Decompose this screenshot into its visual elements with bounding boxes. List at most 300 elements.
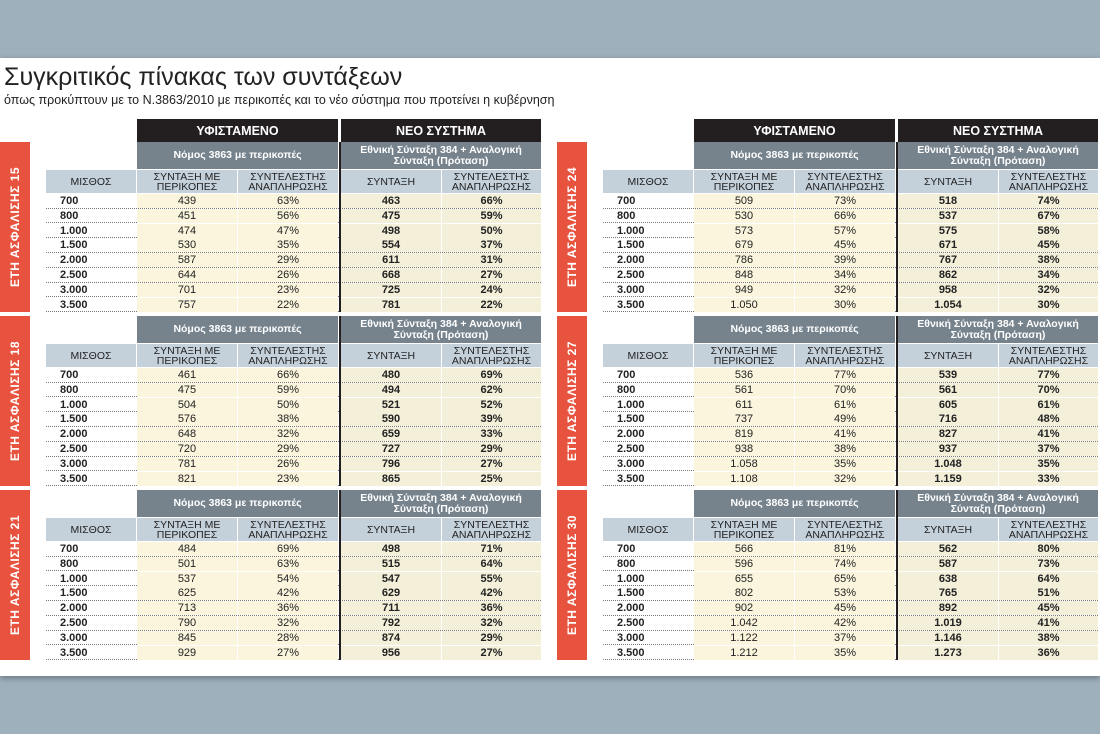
table-row [603, 238, 1098, 253]
replacement-new-cell: 41% [999, 616, 1098, 630]
table-row [46, 383, 541, 398]
salary-cell: 3.000 [60, 283, 88, 296]
pension-table [0, 490, 541, 660]
pension-cell: 792 [341, 616, 441, 630]
table-row [46, 238, 541, 253]
replacement-new-cell: 30% [999, 298, 1098, 312]
replacement-cell: 38% [238, 412, 338, 426]
pension-cell: 521 [341, 398, 441, 412]
table-row [603, 268, 1098, 283]
replacement-cell: 34% [795, 268, 895, 282]
salary-cell: 2.000 [617, 254, 645, 267]
replacement-cell: 37% [795, 631, 895, 645]
replacement-new-cell: 51% [999, 586, 1098, 600]
table-row [603, 442, 1098, 457]
pension-cell: 668 [341, 268, 441, 282]
replacement-new-cell: 27% [442, 457, 541, 471]
pension-cut-cell: 845 [137, 631, 237, 645]
salary-cell: 800 [617, 557, 636, 570]
replacement-new-cell: 29% [442, 631, 541, 645]
pension-cell: 892 [898, 601, 998, 615]
replacement-cell: 42% [238, 586, 338, 600]
salary-cell: 800 [617, 209, 636, 222]
salary-cell: 2.000 [60, 602, 88, 615]
table-row [603, 224, 1098, 239]
salary-cell: 800 [60, 557, 79, 570]
pension-cut-cell: 530 [137, 238, 237, 252]
replacement-new-cell: 38% [999, 253, 1098, 267]
table-row [46, 427, 541, 442]
pension-header: ΣΥΝΤΑΞΗ [898, 170, 998, 193]
salary-cell: 2.000 [617, 428, 645, 441]
salary-cell: 3.000 [617, 457, 645, 470]
pension-cell: 711 [341, 601, 441, 615]
replacement-new-cell: 61% [999, 398, 1098, 412]
existing-header: ΥΦΙΣΤΑΜΕΝΟ [137, 119, 338, 142]
replacement-new-cell: 38% [999, 631, 1098, 645]
law-header: Νόμος 3863 με περικοπές [137, 142, 338, 169]
pension-cut-cell: 484 [137, 542, 237, 556]
pension-cell: 515 [341, 557, 441, 571]
pension-cell: 575 [898, 224, 998, 238]
table-row [46, 586, 541, 601]
pension-cut-cell: 461 [137, 368, 237, 382]
replacement-new-cell: 37% [999, 442, 1098, 456]
table-row [46, 224, 541, 239]
column-separator [339, 142, 341, 312]
salary-cell: 700 [60, 369, 79, 381]
replacement-cell: 23% [238, 283, 338, 297]
replacement-new-cell: 32% [999, 283, 1098, 297]
table-row [46, 646, 541, 661]
pension-table [0, 142, 541, 312]
pension-cell: 537 [898, 209, 998, 223]
pension-cell: 480 [341, 368, 441, 382]
table-row [46, 557, 541, 572]
pension-cut-cell: 757 [137, 298, 237, 312]
column-separator [339, 316, 341, 486]
table-row [46, 268, 541, 283]
salary-cell: 800 [60, 383, 79, 396]
pension-cell: 498 [341, 224, 441, 238]
replacement-new-cell: 64% [999, 572, 1098, 586]
pension-cut-cell: 644 [137, 268, 237, 282]
replacement-cell: 53% [795, 586, 895, 600]
pension-cell: 796 [341, 457, 441, 471]
pension-cell: 767 [898, 253, 998, 267]
table-row [46, 209, 541, 224]
pension-cell: 958 [898, 283, 998, 297]
pension-cell: 518 [898, 194, 998, 208]
salary-cell: 3.500 [60, 646, 88, 659]
table-row [603, 194, 1098, 209]
pension-cell: 475 [341, 209, 441, 223]
table-row [603, 601, 1098, 616]
column-separator [896, 490, 898, 660]
salary-cell: 700 [617, 543, 636, 555]
pension-header: ΣΥΝΤΑΞΗ [341, 170, 441, 193]
salary-cell: 2.500 [60, 443, 88, 455]
replacement-cell: 61% [795, 398, 895, 412]
replacement-cell: 39% [795, 253, 895, 267]
pension-cut-cell: 474 [137, 224, 237, 238]
replacement-cell: 63% [238, 557, 338, 571]
pension-cut-cell: 439 [137, 194, 237, 208]
replacement-cell: 36% [238, 601, 338, 615]
insurance-years-label [0, 142, 30, 312]
table-row [603, 398, 1098, 413]
table-row [603, 209, 1098, 224]
column-separator [339, 490, 341, 660]
replacement-new-cell: 22% [442, 298, 541, 312]
insurance-years-label [557, 316, 587, 486]
table-row [603, 472, 1098, 487]
table-row [46, 398, 541, 413]
pension-cut-header: ΣΥΝΤΑΞΗ ΜΕ ΠΕΡΙΚΟΠΕΣ [694, 518, 794, 541]
table-row [46, 253, 541, 268]
replacement-cell: 50% [238, 398, 338, 412]
replacement-new-cell: 52% [442, 398, 541, 412]
table-row [46, 542, 541, 557]
national-header: Εθνική Σύνταξη 384 + Αναλογική Σύνταξη (Πρόταση) [341, 142, 541, 169]
replacement-header: ΣΥΝΤΕΛΕΣΤΗΣ ΑΝΑΠΛΗΡΩΣΗΣ [795, 344, 895, 367]
pension-cell: 587 [898, 557, 998, 571]
replacement-new-cell: 64% [442, 557, 541, 571]
replacement-new-cell: 33% [442, 427, 541, 441]
salary-cell: 800 [617, 383, 636, 396]
pension-cell: 827 [898, 427, 998, 441]
pension-cut-cell: 1.212 [694, 646, 794, 660]
table-row [46, 472, 541, 487]
table-row [603, 368, 1098, 383]
pension-cut-cell: 802 [694, 586, 794, 600]
replacement-cell: 26% [238, 268, 338, 282]
replacement-header: ΣΥΝΤΕΛΕΣΤΗΣ ΑΝΑΠΛΗΡΩΣΗΣ [795, 170, 895, 193]
pension-table [0, 316, 541, 486]
replacement-cell: 45% [795, 601, 895, 615]
replacement-cell: 56% [238, 209, 338, 223]
replacement-header: ΣΥΝΤΕΛΕΣΤΗΣ ΑΝΑΠΛΗΡΩΣΗΣ [238, 344, 338, 367]
pension-cut-cell: 501 [137, 557, 237, 571]
replacement-cell: 32% [238, 616, 338, 630]
table-row [603, 457, 1098, 472]
pension-cut-cell: 475 [137, 383, 237, 397]
insurance-years-text: ΕΤΗ ΑΣΦΑΛΙΣΗΣ 27 [565, 340, 580, 462]
pension-cell: 671 [898, 238, 998, 252]
table-row [46, 572, 541, 587]
table-row [46, 412, 541, 427]
national-header: Εθνική Σύνταξη 384 + Αναλογική Σύνταξη (Πρόταση) [898, 142, 1098, 169]
replacement-cell: 23% [238, 472, 338, 486]
replacement-new-cell: 24% [442, 283, 541, 297]
pension-cut-cell: 929 [137, 646, 237, 660]
insurance-years-label [557, 490, 587, 660]
salary-header: ΜΙΣΘΟΣ [603, 170, 693, 193]
pension-cut-header: ΣΥΝΤΑΞΗ ΜΕ ΠΕΡΙΚΟΠΕΣ [137, 518, 237, 541]
replacement-cell: 41% [795, 427, 895, 441]
replacement-cell: 73% [795, 194, 895, 208]
law-header: Νόμος 3863 με περικοπές [137, 490, 338, 517]
salary-cell: 2.500 [60, 617, 88, 629]
replacement-cell: 49% [795, 412, 895, 426]
salary-cell: 3.500 [617, 472, 645, 485]
replacement-cell: 27% [238, 646, 338, 660]
table-row [46, 616, 541, 631]
table-row [46, 368, 541, 383]
salary-cell: 1.500 [60, 239, 88, 252]
pension-cell: 781 [341, 298, 441, 312]
pension-cut-cell: 938 [694, 442, 794, 456]
pension-cell: 874 [341, 631, 441, 645]
pension-cell: 862 [898, 268, 998, 282]
pension-cut-cell: 509 [694, 194, 794, 208]
replacement-cell: 35% [795, 457, 895, 471]
salary-header: ΜΙΣΘΟΣ [46, 518, 136, 541]
salary-cell: 2.000 [60, 428, 88, 441]
salary-cell: 1.500 [617, 413, 645, 426]
replacement-new-cell: 27% [442, 646, 541, 660]
replacement-cell: 65% [795, 572, 895, 586]
pension-cut-cell: 655 [694, 572, 794, 586]
national-header: Εθνική Σύνταξη 384 + Αναλογική Σύνταξη (Πρόταση) [898, 316, 1098, 343]
replacement-cell: 45% [795, 238, 895, 252]
insurance-years-text: ΕΤΗ ΑΣΦΑΛΙΣΗΣ 21 [8, 514, 23, 636]
replacement-new-cell: 48% [999, 412, 1098, 426]
replacement-new-cell: 67% [999, 209, 1098, 223]
salary-header: ΜΙΣΘΟΣ [603, 518, 693, 541]
pension-cut-header: ΣΥΝΤΑΞΗ ΜΕ ΠΕΡΙΚΟΠΕΣ [137, 344, 237, 367]
pension-cut-header: ΣΥΝΤΑΞΗ ΜΕ ΠΕΡΙΚΟΠΕΣ [694, 344, 794, 367]
table-row [46, 631, 541, 646]
replacement-cell: 81% [795, 542, 895, 556]
replacement-new-header: ΣΥΝΤΕΛΕΣΤΗΣ ΑΝΑΠΛΗΡΩΣΗΣ [999, 170, 1098, 193]
replacement-new-cell: 25% [442, 472, 541, 486]
replacement-new-header: ΣΥΝΤΕΛΕΣΤΗΣ ΑΝΑΠΛΗΡΩΣΗΣ [999, 344, 1098, 367]
pension-cut-cell: 1.058 [694, 457, 794, 471]
replacement-new-cell: 74% [999, 194, 1098, 208]
replacement-new-cell: 36% [442, 601, 541, 615]
replacement-cell: 22% [238, 298, 338, 312]
pension-cut-cell: 451 [137, 209, 237, 223]
replacement-cell: 57% [795, 224, 895, 238]
pension-cell: 956 [341, 646, 441, 660]
replacement-header: ΣΥΝΤΕΛΕΣΤΗΣ ΑΝΑΠΛΗΡΩΣΗΣ [795, 518, 895, 541]
pension-cut-cell: 611 [694, 398, 794, 412]
replacement-new-cell: 50% [442, 224, 541, 238]
pension-cut-cell: 561 [694, 383, 794, 397]
replacement-cell: 66% [238, 368, 338, 382]
table-row [603, 542, 1098, 557]
salary-cell: 1.500 [60, 587, 88, 600]
replacement-new-header: ΣΥΝΤΕΛΕΣΤΗΣ ΑΝΑΠΛΗΡΩΣΗΣ [442, 518, 541, 541]
replacement-cell: 77% [795, 368, 895, 382]
replacement-cell: 47% [238, 224, 338, 238]
replacement-new-cell: 45% [999, 238, 1098, 252]
salary-cell: 1.000 [617, 572, 645, 585]
replacement-new-cell: 62% [442, 383, 541, 397]
pension-cell: 463 [341, 194, 441, 208]
table-row [46, 442, 541, 457]
replacement-new-cell: 45% [999, 601, 1098, 615]
pension-cell: 1.048 [898, 457, 998, 471]
replacement-cell: 35% [795, 646, 895, 660]
replacement-new-cell: 58% [999, 224, 1098, 238]
replacement-cell: 26% [238, 457, 338, 471]
pension-cell: 590 [341, 412, 441, 426]
salary-cell: 1.500 [617, 239, 645, 252]
salary-cell: 2.000 [617, 602, 645, 615]
pension-cell: 716 [898, 412, 998, 426]
salary-cell: 3.000 [617, 631, 645, 644]
pension-cell: 765 [898, 586, 998, 600]
salary-cell: 3.500 [617, 298, 645, 311]
replacement-new-cell: 59% [442, 209, 541, 223]
replacement-new-cell: 70% [999, 383, 1098, 397]
insurance-years-label [0, 490, 30, 660]
insurance-years-text: ΕΤΗ ΑΣΦΑΛΙΣΗΣ 15 [8, 166, 23, 288]
salary-cell: 2.500 [617, 269, 645, 281]
table-row [603, 383, 1098, 398]
pension-header: ΣΥΝΤΑΞΗ [341, 518, 441, 541]
pension-cell: 1.159 [898, 472, 998, 486]
table-row [603, 586, 1098, 601]
law-header: Νόμος 3863 με περικοπές [137, 316, 338, 343]
pension-cell: 498 [341, 542, 441, 556]
replacement-cell: 29% [238, 442, 338, 456]
pension-cell: 539 [898, 368, 998, 382]
pension-cut-cell: 819 [694, 427, 794, 441]
new-system-header: ΝΕΟ ΣΥΣΤΗΜΑ [898, 119, 1098, 142]
pension-cell: 659 [341, 427, 441, 441]
table-row [603, 557, 1098, 572]
replacement-cell: 32% [795, 283, 895, 297]
pension-cut-cell: 821 [137, 472, 237, 486]
pension-cut-cell: 648 [137, 427, 237, 441]
salary-cell: 3.500 [60, 472, 88, 485]
table-row [603, 253, 1098, 268]
pension-cut-cell: 713 [137, 601, 237, 615]
replacement-new-cell: 69% [442, 368, 541, 382]
pension-cell: 629 [341, 586, 441, 600]
insurance-years-text: ΕΤΗ ΑΣΦΑΛΙΣΗΣ 30 [565, 514, 580, 636]
pension-cell: 937 [898, 442, 998, 456]
replacement-cell: 69% [238, 542, 338, 556]
national-header: Εθνική Σύνταξη 384 + Αναλογική Σύνταξη (Πρόταση) [341, 316, 541, 343]
pension-cut-cell: 781 [137, 457, 237, 471]
national-header: Εθνική Σύνταξη 384 + Αναλογική Σύνταξη (Πρόταση) [341, 490, 541, 517]
pension-cell: 547 [341, 572, 441, 586]
table-row [603, 616, 1098, 631]
pension-cut-cell: 587 [137, 253, 237, 267]
insurance-years-label [0, 316, 30, 486]
table-row [46, 298, 541, 313]
salary-cell: 1.500 [617, 587, 645, 600]
pension-cut-cell: 537 [137, 572, 237, 586]
column-separator [896, 142, 898, 312]
pension-cut-header: ΣΥΝΤΑΞΗ ΜΕ ΠΕΡΙΚΟΠΕΣ [694, 170, 794, 193]
replacement-new-cell: 66% [442, 194, 541, 208]
replacement-new-cell: 42% [442, 586, 541, 600]
salary-header: ΜΙΣΘΟΣ [46, 344, 136, 367]
replacement-new-cell: 31% [442, 253, 541, 267]
pension-cut-cell: 504 [137, 398, 237, 412]
replacement-new-cell: 41% [999, 427, 1098, 441]
salary-cell: 2.500 [617, 443, 645, 455]
pension-cut-cell: 701 [137, 283, 237, 297]
pension-header: ΣΥΝΤΑΞΗ [898, 344, 998, 367]
pension-cell: 1.273 [898, 646, 998, 660]
pension-cut-cell: 596 [694, 557, 794, 571]
salary-header: ΜΙΣΘΟΣ [603, 344, 693, 367]
replacement-new-cell: 73% [999, 557, 1098, 571]
pension-cell: 494 [341, 383, 441, 397]
pension-cut-cell: 625 [137, 586, 237, 600]
page-subtitle: όπως προκύπτουν με το Ν.3863/2010 με περικοπές και το νέο σύστημα που προτείνει η κυβέρνηση [4, 93, 555, 107]
pension-cut-cell: 576 [137, 412, 237, 426]
table-row [46, 283, 541, 298]
table-row [603, 412, 1098, 427]
pension-table [557, 490, 1098, 660]
replacement-new-header: ΣΥΝΤΕΛΕΣΤΗΣ ΑΝΑΠΛΗΡΩΣΗΣ [999, 518, 1098, 541]
pension-cell: 1.019 [898, 616, 998, 630]
new-system-header: ΝΕΟ ΣΥΣΤΗΜΑ [341, 119, 541, 142]
pension-cut-cell: 902 [694, 601, 794, 615]
table-row [46, 194, 541, 209]
salary-cell: 3.500 [617, 646, 645, 659]
law-header: Νόμος 3863 με περικοπές [694, 316, 895, 343]
salary-cell: 700 [60, 543, 79, 555]
salary-cell: 1.000 [617, 398, 645, 411]
table-row [46, 601, 541, 616]
replacement-cell: 74% [795, 557, 895, 571]
replacement-new-header: ΣΥΝΤΕΛΕΣΤΗΣ ΑΝΑΠΛΗΡΩΣΗΣ [442, 344, 541, 367]
salary-cell: 1.000 [617, 224, 645, 237]
pension-table [557, 316, 1098, 486]
replacement-new-cell: 71% [442, 542, 541, 556]
salary-cell: 2.500 [60, 269, 88, 281]
replacement-cell: 30% [795, 298, 895, 312]
salary-cell: 3.000 [60, 457, 88, 470]
replacement-new-cell: 39% [442, 412, 541, 426]
pension-cut-cell: 1.050 [694, 298, 794, 312]
replacement-cell: 66% [795, 209, 895, 223]
replacement-cell: 42% [795, 616, 895, 630]
replacement-new-cell: 35% [999, 457, 1098, 471]
salary-cell: 3.000 [60, 631, 88, 644]
insurance-years-label [557, 142, 587, 312]
replacement-new-cell: 55% [442, 572, 541, 586]
national-header: Εθνική Σύνταξη 384 + Αναλογική Σύνταξη (Πρόταση) [898, 490, 1098, 517]
pension-cut-cell: 566 [694, 542, 794, 556]
table-row [603, 427, 1098, 442]
pension-cell: 554 [341, 238, 441, 252]
salary-header: ΜΙΣΘΟΣ [46, 170, 136, 193]
replacement-new-cell: 29% [442, 442, 541, 456]
replacement-cell: 38% [795, 442, 895, 456]
pension-cut-cell: 949 [694, 283, 794, 297]
pension-table [557, 142, 1098, 312]
law-header: Νόμος 3863 με περικοπές [694, 490, 895, 517]
page-title: Συγκριτικός πίνακας των συντάξεων [4, 63, 403, 91]
replacement-new-cell: 37% [442, 238, 541, 252]
replacement-header: ΣΥΝΤΕΛΕΣΤΗΣ ΑΝΑΠΛΗΡΩΣΗΣ [238, 170, 338, 193]
salary-cell: 1.000 [60, 572, 88, 585]
salary-cell: 1.000 [60, 224, 88, 237]
pension-header: ΣΥΝΤΑΞΗ [898, 518, 998, 541]
pension-cut-cell: 530 [694, 209, 794, 223]
salary-cell: 700 [60, 195, 79, 207]
table-row [603, 572, 1098, 587]
